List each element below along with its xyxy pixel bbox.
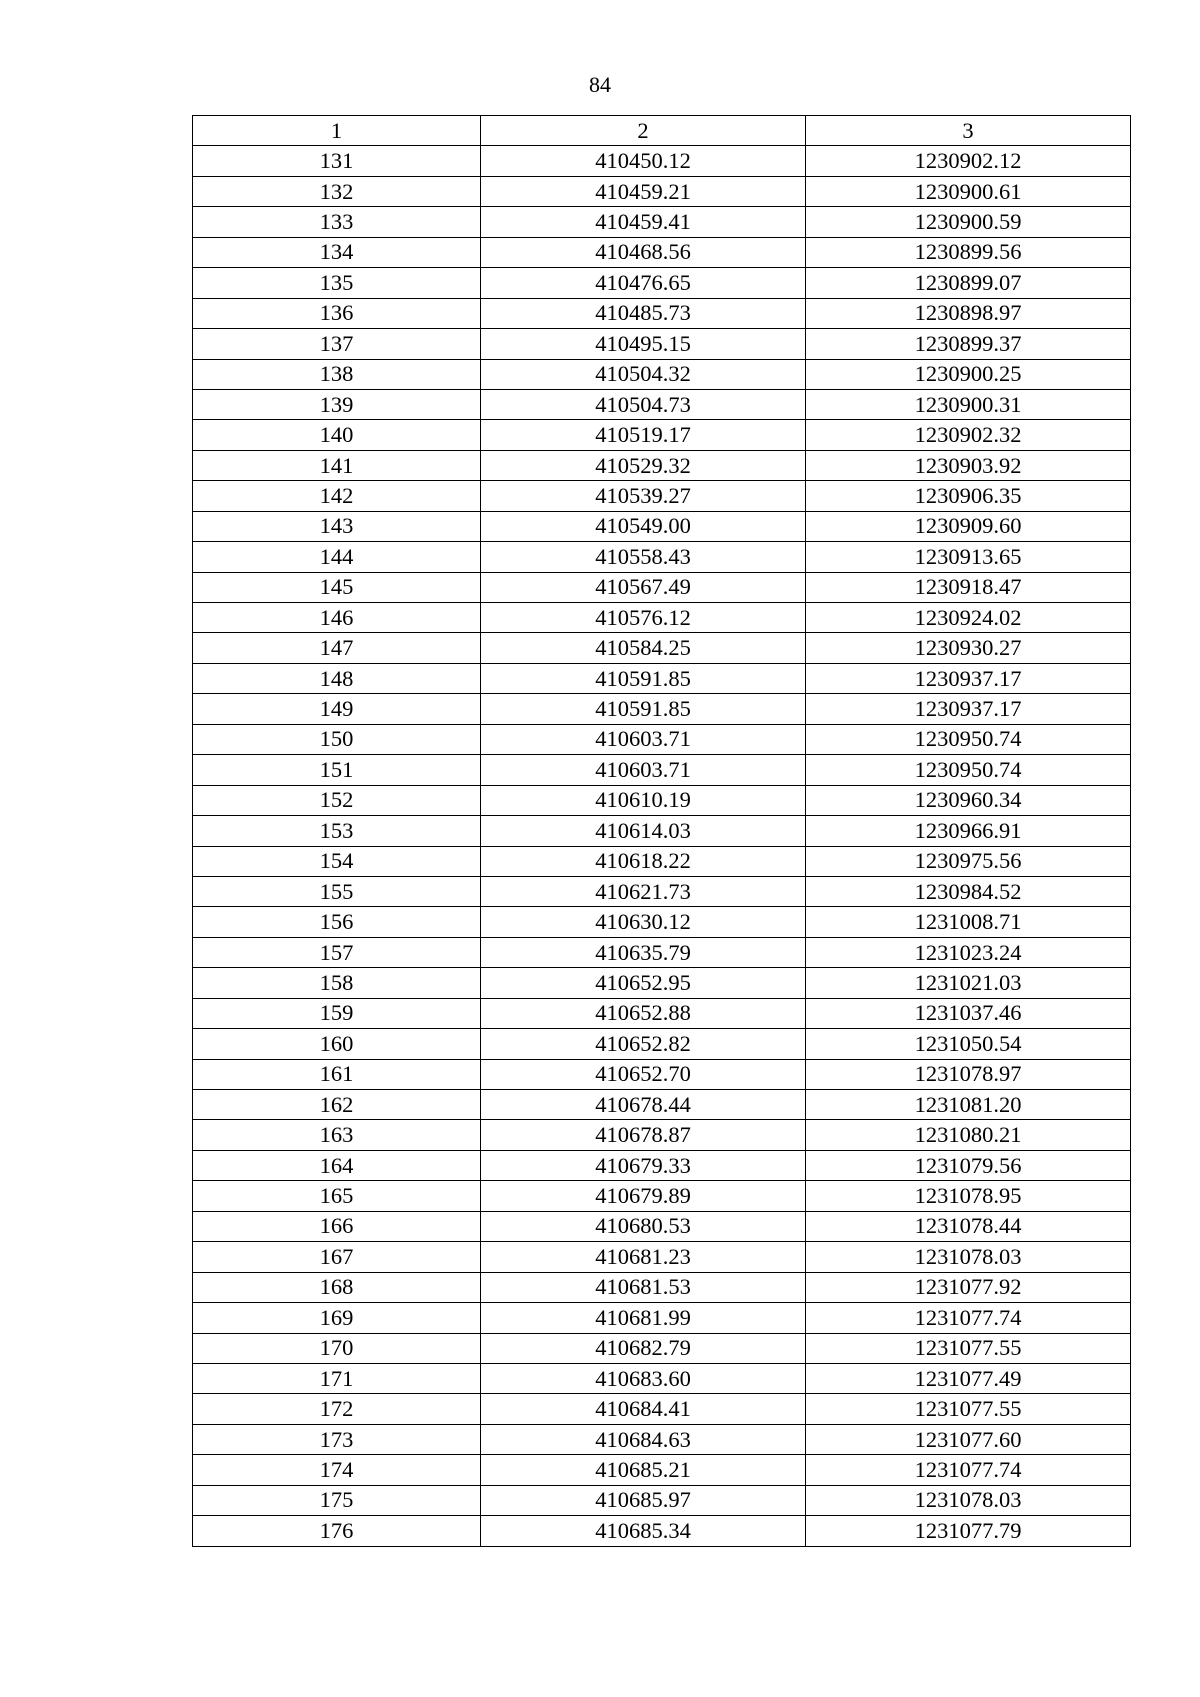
table-row: [193, 1424, 1131, 1454]
table-body: [193, 146, 1131, 1546]
y-coordinate-cell: 1230902.12: [806, 146, 1131, 176]
y-coordinate-cell: 1231077.55: [806, 1333, 1131, 1363]
row-number-cell: 157: [193, 937, 481, 967]
x-coordinate-cell: 410603.71: [481, 755, 806, 785]
row-number-cell: 136: [193, 298, 481, 328]
y-coordinate-cell: 1230900.59: [806, 207, 1131, 237]
table-row: [193, 876, 1131, 906]
table-row: [193, 1059, 1131, 1089]
y-coordinate-cell: 1231078.97: [806, 1059, 1131, 1089]
row-number-cell: 149: [193, 694, 481, 724]
row-number-cell: 133: [193, 207, 481, 237]
y-coordinate-cell: 1231078.03: [806, 1242, 1131, 1272]
table-row: [193, 816, 1131, 846]
row-number-cell: 160: [193, 1029, 481, 1059]
row-number-cell: 169: [193, 1303, 481, 1333]
table-row: [193, 450, 1131, 480]
table-row: [193, 907, 1131, 937]
x-coordinate-cell: 410468.56: [481, 237, 806, 267]
x-coordinate-cell: 410485.73: [481, 298, 806, 328]
table-row: [193, 1394, 1131, 1424]
table-header-row: [193, 116, 1131, 146]
x-coordinate-cell: 410519.17: [481, 420, 806, 450]
y-coordinate-cell: 1230918.47: [806, 572, 1131, 602]
table-row: [193, 755, 1131, 785]
table-row: [193, 998, 1131, 1028]
x-coordinate-cell: 410584.25: [481, 633, 806, 663]
y-coordinate-cell: 1231077.74: [806, 1303, 1131, 1333]
x-coordinate-cell: 410685.21: [481, 1455, 806, 1485]
table-row: [193, 694, 1131, 724]
x-coordinate-cell: 410621.73: [481, 876, 806, 906]
row-number-cell: 172: [193, 1394, 481, 1424]
y-coordinate-cell: 1231079.56: [806, 1150, 1131, 1180]
y-coordinate-cell: 1230984.52: [806, 876, 1131, 906]
y-coordinate-cell: 1230900.25: [806, 359, 1131, 389]
table-row: [193, 937, 1131, 967]
x-coordinate-cell: 410450.12: [481, 146, 806, 176]
row-number-cell: 142: [193, 481, 481, 511]
x-coordinate-cell: 410679.33: [481, 1150, 806, 1180]
row-number-cell: 167: [193, 1242, 481, 1272]
row-number-cell: 151: [193, 755, 481, 785]
y-coordinate-cell: 1231077.60: [806, 1424, 1131, 1454]
table-row: [193, 1242, 1131, 1272]
x-coordinate-cell: 410476.65: [481, 268, 806, 298]
table-row: [193, 1303, 1131, 1333]
y-coordinate-cell: 1231021.03: [806, 968, 1131, 998]
table-row: [193, 481, 1131, 511]
x-coordinate-cell: 410504.32: [481, 359, 806, 389]
table-row: [193, 207, 1131, 237]
row-number-cell: 146: [193, 603, 481, 633]
row-number-cell: 131: [193, 146, 481, 176]
y-coordinate-cell: 1230898.97: [806, 298, 1131, 328]
x-coordinate-cell: 410591.85: [481, 694, 806, 724]
x-coordinate-cell: 410635.79: [481, 937, 806, 967]
row-number-cell: 154: [193, 846, 481, 876]
column-header-1: 1: [193, 116, 481, 146]
table-row: [193, 237, 1131, 267]
x-coordinate-cell: 410603.71: [481, 724, 806, 754]
x-coordinate-cell: 410678.87: [481, 1120, 806, 1150]
y-coordinate-cell: 1231050.54: [806, 1029, 1131, 1059]
table-row: [193, 1455, 1131, 1485]
y-coordinate-cell: 1230900.61: [806, 176, 1131, 206]
y-coordinate-cell: 1230966.91: [806, 816, 1131, 846]
row-number-cell: 165: [193, 1181, 481, 1211]
table-row: [193, 1363, 1131, 1393]
table-row: [193, 1120, 1131, 1150]
row-number-cell: 163: [193, 1120, 481, 1150]
table-row: [193, 785, 1131, 815]
row-number-cell: 168: [193, 1272, 481, 1302]
y-coordinate-cell: 1231077.92: [806, 1272, 1131, 1302]
table-row: [193, 968, 1131, 998]
row-number-cell: 134: [193, 237, 481, 267]
x-coordinate-cell: 410681.53: [481, 1272, 806, 1302]
y-coordinate-cell: 1231023.24: [806, 937, 1131, 967]
y-coordinate-cell: 1231008.71: [806, 907, 1131, 937]
row-number-cell: 140: [193, 420, 481, 450]
y-coordinate-cell: 1230924.02: [806, 603, 1131, 633]
row-number-cell: 148: [193, 663, 481, 693]
table-row: [193, 1029, 1131, 1059]
x-coordinate-cell: 410681.23: [481, 1242, 806, 1272]
table-row: [193, 298, 1131, 328]
row-number-cell: 159: [193, 998, 481, 1028]
x-coordinate-cell: 410681.99: [481, 1303, 806, 1333]
table-row: [193, 359, 1131, 389]
row-number-cell: 158: [193, 968, 481, 998]
row-number-cell: 132: [193, 176, 481, 206]
y-coordinate-cell: 1230975.56: [806, 846, 1131, 876]
y-coordinate-cell: 1230903.92: [806, 450, 1131, 480]
row-number-cell: 145: [193, 572, 481, 602]
row-number-cell: 147: [193, 633, 481, 663]
row-number-cell: 155: [193, 876, 481, 906]
row-number-cell: 141: [193, 450, 481, 480]
row-number-cell: 144: [193, 542, 481, 572]
y-coordinate-cell: 1231081.20: [806, 1090, 1131, 1120]
x-coordinate-cell: 410504.73: [481, 389, 806, 419]
y-coordinate-cell: 1230899.56: [806, 237, 1131, 267]
table-row: [193, 1090, 1131, 1120]
table-row: [193, 663, 1131, 693]
row-number-cell: 143: [193, 511, 481, 541]
x-coordinate-cell: 410630.12: [481, 907, 806, 937]
table-row: [193, 268, 1131, 298]
y-coordinate-cell: 1231078.44: [806, 1211, 1131, 1241]
x-coordinate-cell: 410682.79: [481, 1333, 806, 1363]
x-coordinate-cell: 410684.63: [481, 1424, 806, 1454]
y-coordinate-cell: 1231077.55: [806, 1394, 1131, 1424]
x-coordinate-cell: 410652.70: [481, 1059, 806, 1089]
row-number-cell: 171: [193, 1363, 481, 1393]
x-coordinate-cell: 410610.19: [481, 785, 806, 815]
table-row: [193, 1333, 1131, 1363]
row-number-cell: 150: [193, 724, 481, 754]
x-coordinate-cell: 410652.82: [481, 1029, 806, 1059]
x-coordinate-cell: 410684.41: [481, 1394, 806, 1424]
row-number-cell: 153: [193, 816, 481, 846]
table-row: [193, 603, 1131, 633]
row-number-cell: 170: [193, 1333, 481, 1363]
y-coordinate-cell: 1231077.74: [806, 1455, 1131, 1485]
x-coordinate-cell: 410529.32: [481, 450, 806, 480]
row-number-cell: 175: [193, 1485, 481, 1515]
row-number-cell: 173: [193, 1424, 481, 1454]
column-header-2: 2: [481, 116, 806, 146]
x-coordinate-cell: 410495.15: [481, 329, 806, 359]
coordinates-table: [192, 115, 1131, 1547]
table-row: [193, 1150, 1131, 1180]
x-coordinate-cell: 410614.03: [481, 816, 806, 846]
y-coordinate-cell: 1230950.74: [806, 724, 1131, 754]
table-row: [193, 1516, 1131, 1546]
y-coordinate-cell: 1230909.60: [806, 511, 1131, 541]
row-number-cell: 162: [193, 1090, 481, 1120]
y-coordinate-cell: 1230960.34: [806, 785, 1131, 815]
x-coordinate-cell: 410680.53: [481, 1211, 806, 1241]
row-number-cell: 138: [193, 359, 481, 389]
x-coordinate-cell: 410652.88: [481, 998, 806, 1028]
x-coordinate-cell: 410652.95: [481, 968, 806, 998]
y-coordinate-cell: 1230950.74: [806, 755, 1131, 785]
table-row: [193, 846, 1131, 876]
x-coordinate-cell: 410679.89: [481, 1181, 806, 1211]
y-coordinate-cell: 1230913.65: [806, 542, 1131, 572]
row-number-cell: 137: [193, 329, 481, 359]
x-coordinate-cell: 410539.27: [481, 481, 806, 511]
x-coordinate-cell: 410576.12: [481, 603, 806, 633]
y-coordinate-cell: 1230899.37: [806, 329, 1131, 359]
x-coordinate-cell: 410558.43: [481, 542, 806, 572]
row-number-cell: 176: [193, 1516, 481, 1546]
y-coordinate-cell: 1231078.03: [806, 1485, 1131, 1515]
y-coordinate-cell: 1231077.79: [806, 1516, 1131, 1546]
x-coordinate-cell: 410685.34: [481, 1516, 806, 1546]
row-number-cell: 139: [193, 389, 481, 419]
row-number-cell: 174: [193, 1455, 481, 1485]
table-row: [193, 146, 1131, 176]
x-coordinate-cell: 410683.60: [481, 1363, 806, 1393]
x-coordinate-cell: 410618.22: [481, 846, 806, 876]
row-number-cell: 161: [193, 1059, 481, 1089]
row-number-cell: 135: [193, 268, 481, 298]
table-row: [193, 1485, 1131, 1515]
table-row: [193, 633, 1131, 663]
y-coordinate-cell: 1230937.17: [806, 663, 1131, 693]
row-number-cell: 152: [193, 785, 481, 815]
y-coordinate-cell: 1230902.32: [806, 420, 1131, 450]
table-row: [193, 511, 1131, 541]
y-coordinate-cell: 1230900.31: [806, 389, 1131, 419]
table-row: [193, 1272, 1131, 1302]
table-row: [193, 1211, 1131, 1241]
table-row: [193, 420, 1131, 450]
table-row: [193, 1181, 1131, 1211]
table-row: [193, 542, 1131, 572]
table-row: [193, 176, 1131, 206]
x-coordinate-cell: 410567.49: [481, 572, 806, 602]
y-coordinate-cell: 1230937.17: [806, 694, 1131, 724]
table-row: [193, 572, 1131, 602]
y-coordinate-cell: 1231080.21: [806, 1120, 1131, 1150]
x-coordinate-cell: 410459.21: [481, 176, 806, 206]
row-number-cell: 164: [193, 1150, 481, 1180]
page-number: 84: [589, 72, 611, 97]
y-coordinate-cell: 1231077.49: [806, 1363, 1131, 1393]
y-coordinate-cell: 1231078.95: [806, 1181, 1131, 1211]
row-number-cell: 166: [193, 1211, 481, 1241]
row-number-cell: 156: [193, 907, 481, 937]
y-coordinate-cell: 1230930.27: [806, 633, 1131, 663]
table-row: [193, 329, 1131, 359]
y-coordinate-cell: 1230899.07: [806, 268, 1131, 298]
x-coordinate-cell: 410549.00: [481, 511, 806, 541]
x-coordinate-cell: 410591.85: [481, 663, 806, 693]
table-row: [193, 724, 1131, 754]
y-coordinate-cell: 1231037.46: [806, 998, 1131, 1028]
table-row: [193, 389, 1131, 419]
column-header-3: 3: [806, 116, 1131, 146]
y-coordinate-cell: 1230906.35: [806, 481, 1131, 511]
x-coordinate-cell: 410678.44: [481, 1090, 806, 1120]
x-coordinate-cell: 410459.41: [481, 207, 806, 237]
x-coordinate-cell: 410685.97: [481, 1485, 806, 1515]
